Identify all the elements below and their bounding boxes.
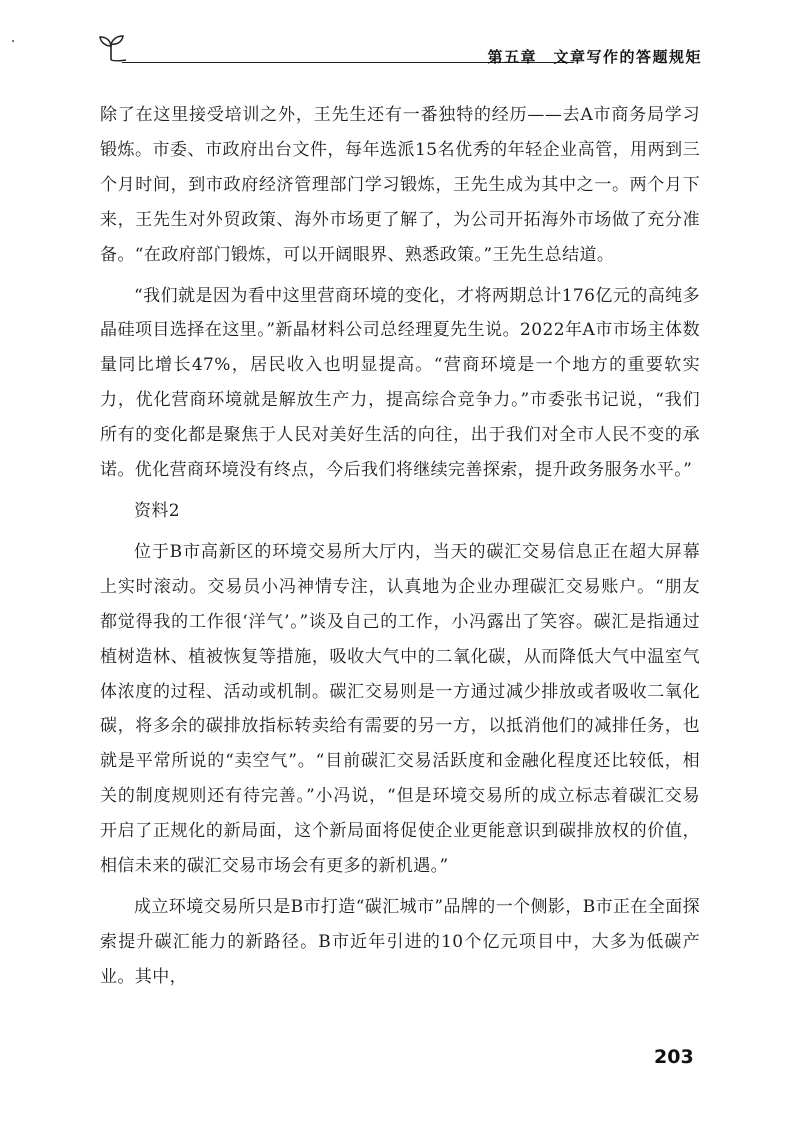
paragraph: 除了在这里接受培训之外，王先生还有一番独特的经历——去A市商务局学习锻炼。市委、市政府出台文件，每年选派15名优秀的年轻企业高管，用两到三个月时间，到市政府经济管理部门学习锻炼，王先生成为其中之一。两个月下来，王先生对外贸政策、海外市场更了解了，为公司开拓海外市场做了充分准备。“在政府部门锻炼，可以开阔眼界、熟悉政策。”王先生总结道。: [100, 105, 700, 265]
section-label: 资料2: [134, 500, 181, 521]
sprout-icon: [96, 32, 126, 62]
paragraph: “我们就是因为看中这里营商环境的变化，才将两期总计176亿元的高纯多晶硅项目选择在这里。”新晶材料公司总经理夏先生说。2022年A市市场主体数量同比增长47%，居民收入也明显提高。“营商环境是一个地方的重要软实力，优化营商环境就是解放生产力，提高综合竞争力。”市委张书记说，“我们所有的变化都是聚焦于人民对美好生活的向往，出于我们对全市人民不变的承诺。优化营商环境没有终点，今后我们将继续完善探索，提升政务服务水平。”: [100, 285, 700, 481]
running-header: [96, 32, 706, 72]
page-number: 203: [654, 1046, 694, 1068]
chapter-title: 第五章 文章写作的答题规矩: [487, 48, 702, 66]
body-text: [100, 98, 700, 995]
scan-speck: [12, 40, 14, 42]
paragraph: 位于B市高新区的环境交易所大厅内，当天的碳汇交易信息正在超大屏幕上实时滚动。交易员小冯神情专注，认真地为企业办理碳汇交易账户。“朋友都觉得我的工作很‘洋气’。”谈及自己的工作，小冯露出了笑容。碳汇是指通过植树造林、植被恢复等措施，吸收大气中的二氧化碳，从而降低大气中温室气体浓度的过程、活动或机制。碳汇交易则是一方通过减少排放或者吸收二氧化碳，将多余的碳排放指标转卖给有需要的另一方，以抵消他们的减排任务，也就是平常所说的“卖空气”。“目前碳汇交易活跃度和金融化程度还比较低，相关的制度规则还有待完善。”小冯说，“但是环境交易所的成立标志着碳汇交易开启了正规化的新局面，这个新局面将促使企业更能意识到碳排放权的价值，相信未来的碳汇交易市场会有更多的新机遇。”: [100, 541, 700, 877]
paragraph: 成立环境交易所只是B市打造“碳汇城市”品牌的一个侧影，B市正在全面探索提升碳汇能力的新路径。B市近年引进的10个亿元项目中，大多为低碳产业。其中，: [100, 896, 700, 987]
